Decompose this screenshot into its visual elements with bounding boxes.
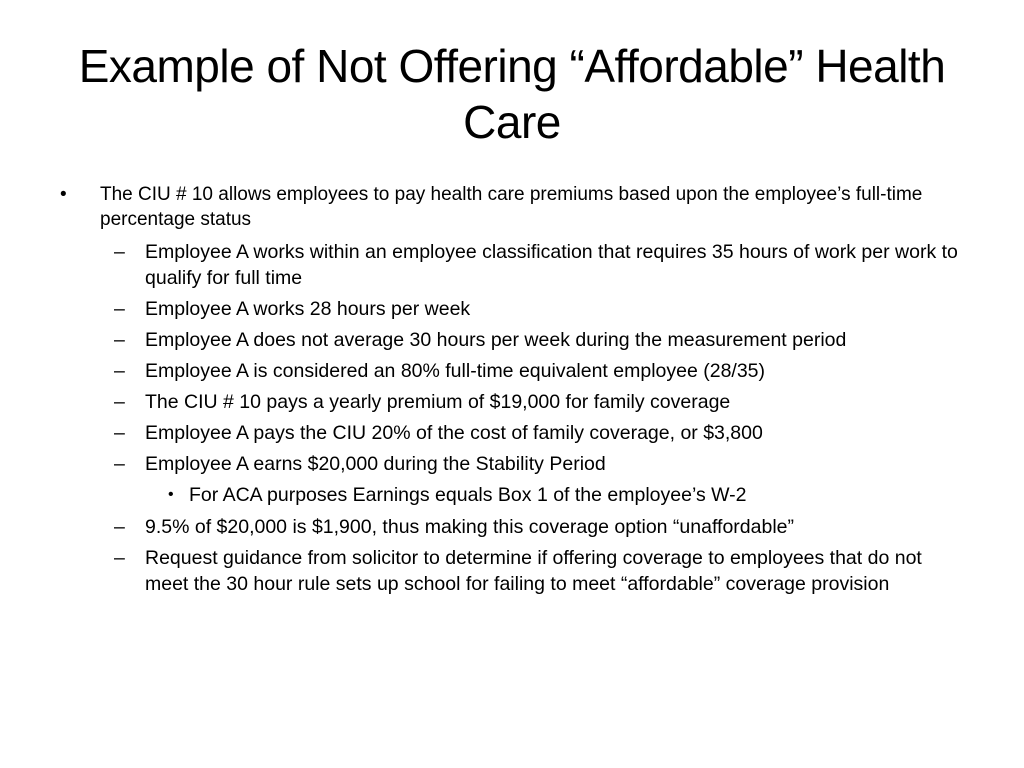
sub-bullet-item (58, 389, 970, 415)
sub-bullet-text: Employee A earns $20,000 during the Stability Period (145, 453, 606, 475)
sub-bullet-text: Employee A does not average 30 hours per week during the measurement period (145, 329, 847, 351)
sub-bullet-item (58, 358, 970, 384)
sub-bullet-item (58, 239, 970, 291)
dash-marker: – (114, 329, 125, 351)
sub-bullet-text: Employee A is considered an 80% full-time equivalent employee (28/35) (145, 360, 766, 382)
bullet-marker: • (60, 184, 67, 205)
sub-bullet-item (58, 420, 970, 446)
sub-bullet-item (58, 545, 970, 597)
dash-marker: – (114, 453, 125, 475)
sub-bullet-item (58, 327, 970, 353)
sub-sub-bullet-text: For ACA purposes Earnings equals Box 1 of the employee’s W-2 (189, 484, 747, 506)
sub-bullet-text: Employee A pays the CIU 20% of the cost of family coverage, or $3,800 (145, 422, 763, 444)
bullet-list (58, 182, 970, 602)
bullet-item (58, 182, 970, 232)
dash-marker: – (114, 391, 125, 413)
dash-marker: – (114, 298, 125, 320)
sub-bullet-text: Employee A works within an employee classification that requires 35 hours of work per work to qualify for full time (145, 241, 958, 289)
sub-bullet-item (58, 514, 970, 540)
sub-bullet-text: Request guidance from solicitor to determine if offering coverage to employees that do not meet the 30 hour rule sets up school for failing to meet “affordable” coverage provision (145, 547, 922, 595)
sub-bullet-item (58, 296, 970, 322)
sub-bullet-text: Employee A works 28 hours per week (145, 298, 471, 320)
sub-bullet-text: The CIU # 10 pays a yearly premium of $19,000 for family coverage (145, 391, 731, 413)
sub-bullet-item (58, 451, 970, 477)
dash-marker: – (114, 547, 125, 569)
slide-title: Example of Not Offering “Affordable” Health Care (78, 40, 946, 148)
bullet-marker: • (168, 486, 174, 503)
dash-marker: – (114, 516, 125, 538)
dash-marker: – (114, 422, 125, 444)
dash-marker: – (114, 241, 125, 263)
bullet-text: The CIU # 10 allows employees to pay health care premiums based upon the employee’s full-time percentage status (100, 184, 923, 230)
dash-marker: – (114, 360, 125, 382)
sub-bullet-text: 9.5% of $20,000 is $1,900, thus making this coverage option “unaffordable” (145, 516, 794, 538)
sub-sub-bullet-item (58, 482, 970, 508)
